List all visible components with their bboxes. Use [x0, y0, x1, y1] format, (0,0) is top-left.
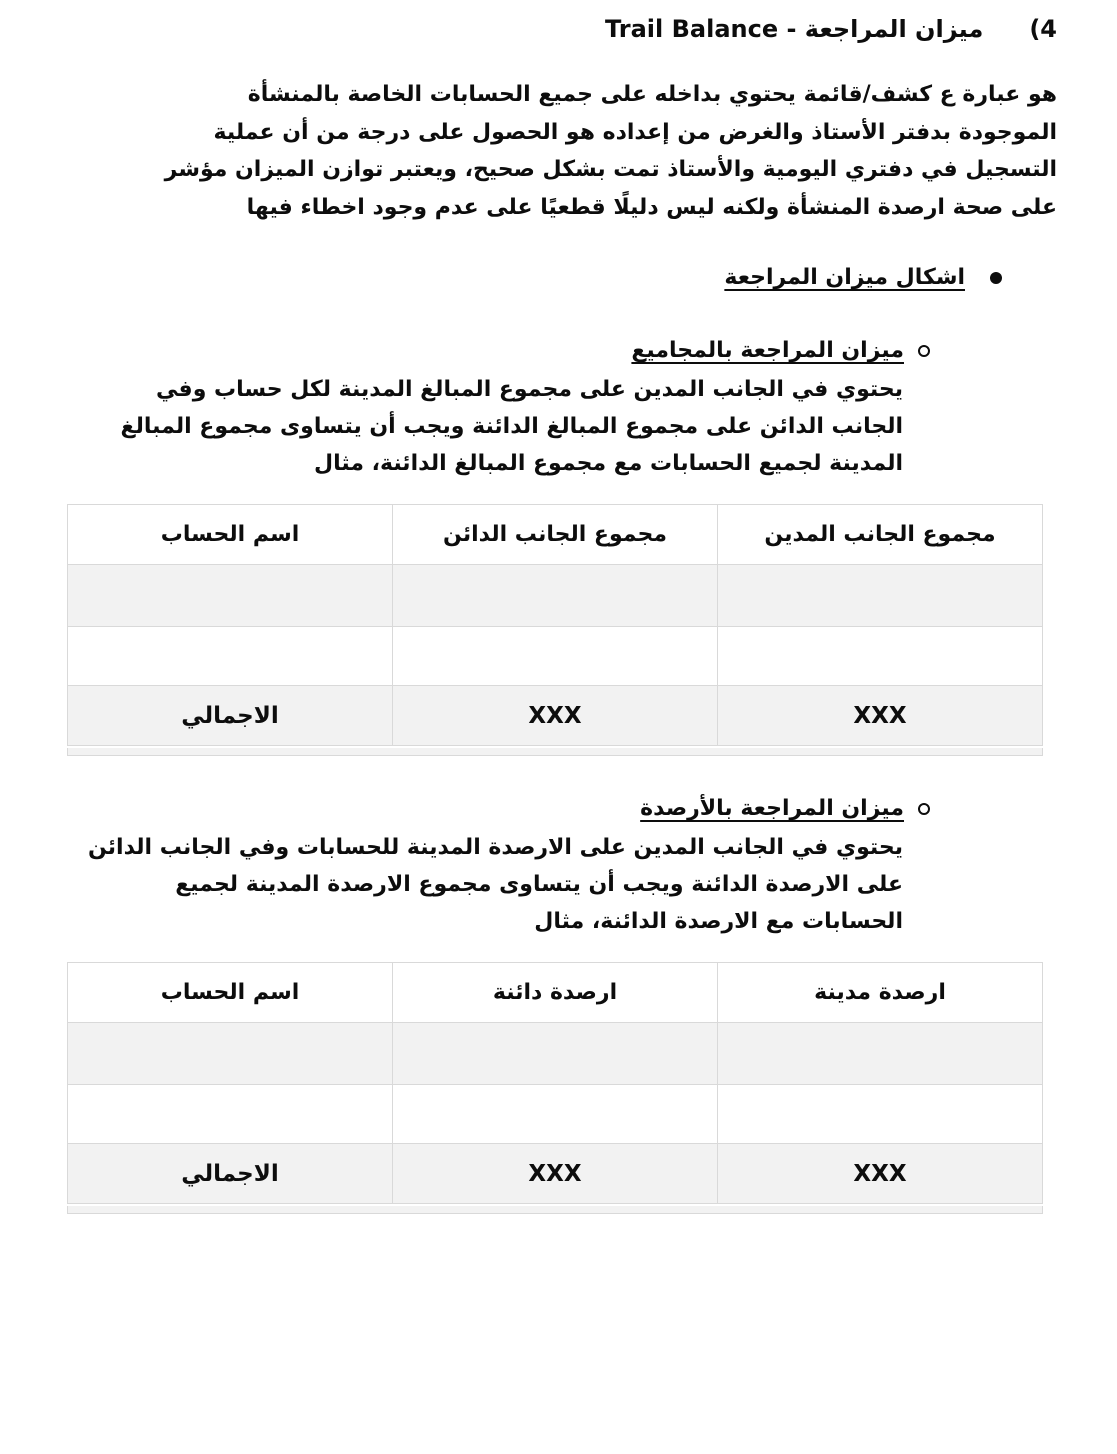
total-label: الاجمالي [68, 1144, 393, 1204]
empty-cell [68, 1085, 393, 1144]
header-cell-account-name: اسم الحساب [68, 505, 393, 565]
title-text: ميزان المراجعة - Trail Balance [605, 15, 984, 43]
subsection-balances-heading-row [0, 793, 930, 824]
empty-cell [393, 1085, 718, 1144]
table-header-row [68, 963, 1043, 1023]
balances-trial-balance-table [67, 962, 1043, 1204]
body-line: على الارصدة الدائنة ويجب أن يتساوى مجموع الارصدة المدينة لجميع [175, 872, 903, 897]
table-header-row [68, 505, 1043, 565]
table-total-row [68, 686, 1043, 746]
header-cell-account-name: اسم الحساب [68, 963, 393, 1023]
header-cell-credit-balances: ارصدة دائنة [393, 963, 718, 1023]
section-heading: اشكال ميزان المراجعة [724, 265, 965, 290]
empty-cell [393, 565, 718, 627]
empty-cell [718, 627, 1043, 686]
table-row [68, 627, 1043, 686]
table-footer-strip [67, 1206, 1043, 1214]
intro-line: على صحة ارصدة المنشأة ولكنه ليس دليلًا قطعيًا على عدم وجود اخطاء فيها [246, 194, 1057, 220]
intro-line: الموجودة بدفتر الأستاذ والغرض من إعداده هو الحصول على درجة من أن عملية [213, 119, 1057, 145]
empty-cell [718, 1085, 1043, 1144]
title-number: 4) [1029, 15, 1057, 43]
body-line: المدينة لجميع الحسابات مع مجموع المبالغ الدائنة، مثال [314, 451, 903, 476]
subsection-totals-body [0, 371, 903, 482]
subsection-balances-body [0, 829, 903, 940]
table-row [68, 565, 1043, 627]
empty-cell [68, 565, 393, 627]
section-heading-row [0, 262, 1002, 293]
body-line: يحتوي في الجانب المدين على الارصدة المدينة للحسابات وفي الجانب الدائن [87, 835, 903, 860]
header-cell-debit-total: مجموع الجانب المدين [718, 505, 1043, 565]
body-line: يحتوي في الجانب المدين على مجموع المبالغ المدينة لكل حساب وفي [156, 377, 903, 402]
table-row [68, 1085, 1043, 1144]
empty-cell [393, 627, 718, 686]
empty-cell [718, 1023, 1043, 1085]
intro-line: هو عبارة ع كشف/قائمة يحتوي بداخله على جميع الحسابات الخاصة بالمنشأة [247, 82, 1057, 107]
table-row [68, 1023, 1043, 1085]
body-line: الجانب الدائن على مجموع المبالغ الدائنة ويجب أن يتساوى مجموع المبالغ [120, 414, 903, 439]
subsection-totals-heading: ميزان المراجعة بالمجاميع [631, 338, 904, 363]
filled-bullet-icon [990, 272, 1002, 284]
totals-trial-balance-table [67, 504, 1043, 746]
total-credit-value: XXX [393, 1144, 718, 1204]
table-footer-strip [67, 748, 1043, 756]
total-label: الاجمالي [68, 686, 393, 746]
total-debit-value: XXX [718, 1144, 1043, 1204]
subsection-balances-heading: ميزان المراجعة بالأرصدة [640, 796, 904, 821]
empty-cell [68, 1023, 393, 1085]
hollow-bullet-icon [918, 345, 930, 357]
intro-line: التسجيل في دفتري اليومية والأستاذ تمت بشكل صحيح، ويعتبر توازن الميزان مؤشر [164, 157, 1057, 182]
header-cell-credit-total: مجموع الجانب الدائن [393, 505, 718, 565]
hollow-bullet-icon [918, 803, 930, 815]
table-total-row [68, 1144, 1043, 1204]
empty-cell [393, 1023, 718, 1085]
page-title [0, 12, 1057, 46]
empty-cell [68, 627, 393, 686]
header-cell-debit-balances: ارصدة مدينة [718, 963, 1043, 1023]
subsection-totals-heading-row [0, 335, 930, 366]
intro-paragraph [0, 76, 1057, 226]
empty-cell [718, 565, 1043, 627]
total-credit-value: XXX [393, 686, 718, 746]
body-line: الحسابات مع الارصدة الدائنة، مثال [534, 909, 903, 934]
total-debit-value: XXX [718, 686, 1043, 746]
